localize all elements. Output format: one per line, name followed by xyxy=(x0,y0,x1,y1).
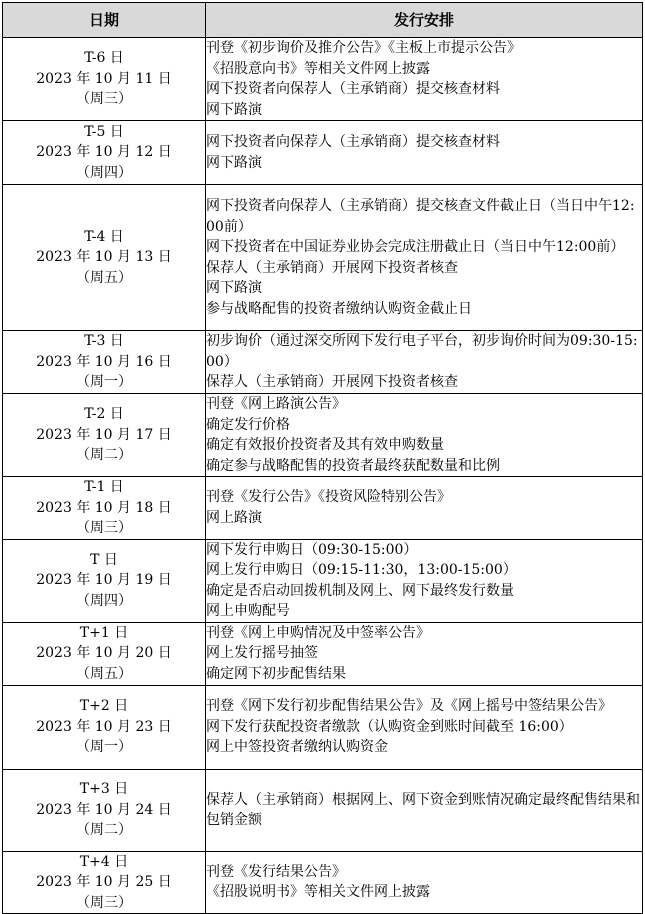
schedule-cell xyxy=(206,121,643,185)
date-cell xyxy=(3,38,206,121)
date-cell xyxy=(3,622,206,685)
schedule-item: 网上中签投资者缴纳认购资金 xyxy=(206,739,388,756)
trading-day-label: T-6 日 xyxy=(84,50,124,67)
schedule-item: 保荐人（主承销商）开展网下投资者核查 xyxy=(206,259,458,276)
schedule-item: 网上发行摇号抽签 xyxy=(206,645,318,662)
schedule-item: 网下发行申购日（09:30-15:00） xyxy=(206,541,418,558)
schedule-item: 网下投资者在中国证券业协会完成注册截止日（当日中午12:00前） xyxy=(206,239,625,255)
calendar-date: 2023 年 10 月 20 日 xyxy=(36,645,172,662)
schedule-cell xyxy=(206,851,643,914)
weekday-label: （周一） xyxy=(76,739,132,756)
schedule-item: 网下路演 xyxy=(206,280,262,296)
date-cell xyxy=(3,121,206,185)
schedule-item: 确定有效报价投资者及其有效申购数量 xyxy=(206,437,444,453)
schedule-item: 参与战略配售的投资者缴纳认购资金截止日 xyxy=(206,300,472,317)
calendar-date: 2023 年 10 月 13 日 xyxy=(36,249,172,266)
weekday-label: （周三） xyxy=(76,520,132,536)
header-schedule: 发行安排 xyxy=(206,3,643,38)
schedule-item: 保荐人（主承销商）根据网上、网下资金到账情况确定最终配售结果和包销金额 xyxy=(206,791,640,828)
table-row xyxy=(3,622,643,685)
schedule-item: 初步询价（通过深交所网下发行电子平台，初步询价时间为09:30-15:00） xyxy=(206,333,638,370)
issuance-schedule-table xyxy=(2,2,643,914)
schedule-item: 确定参与战略配售的投资者最终获配数量和比例 xyxy=(206,457,500,474)
schedule-cell xyxy=(206,185,643,331)
trading-day-label: T-4 日 xyxy=(84,228,124,245)
date-cell xyxy=(3,685,206,769)
calendar-date: 2023 年 10 月 11 日 xyxy=(36,70,172,87)
schedule-item: 刊登《网下发行初步配售结果公告》及《网上摇号中签结果公告》 xyxy=(206,698,612,715)
table-row xyxy=(3,851,643,914)
schedule-item: 刊登《初步询价及推介公告》《主板上市提示公告》 xyxy=(206,40,521,56)
table-row xyxy=(3,185,643,331)
table-row xyxy=(3,769,643,851)
calendar-date: 2023 年 10 月 17 日 xyxy=(36,426,172,443)
calendar-date: 2023 年 10 月 12 日 xyxy=(36,144,172,161)
schedule-item: 网下路演 xyxy=(206,154,262,171)
calendar-date: 2023 年 10 月 23 日 xyxy=(36,718,172,735)
table-row xyxy=(3,121,643,185)
date-cell xyxy=(3,477,206,540)
weekday-label: （周二） xyxy=(76,447,132,464)
schedule-item: 刊登《发行结果公告》 xyxy=(206,863,346,880)
weekday-label: （周三） xyxy=(76,91,132,108)
schedule-item: 刊登《网上路演公告》 xyxy=(206,396,346,412)
schedule-cell xyxy=(206,539,643,622)
schedule-item: 网上发行申购日（09:15-11:30，13:00-15:00） xyxy=(206,562,517,578)
schedule-item: 《招股意向书》等相关文件网上披露 xyxy=(206,60,430,77)
table-row xyxy=(3,38,643,121)
schedule-item: 刊登《网上申购情况及中签率公告》 xyxy=(206,624,430,641)
schedule-cell xyxy=(206,622,643,685)
weekday-label: （周四） xyxy=(76,592,132,609)
schedule-item: 网下投资者向保荐人（主承销商）提交核查材料 xyxy=(206,134,500,150)
weekday-label: （周一） xyxy=(76,374,132,391)
schedule-cell xyxy=(206,331,643,394)
weekday-label: （周四） xyxy=(76,164,132,181)
header-row xyxy=(3,3,643,38)
trading-day-label: T+4 日 xyxy=(79,853,129,870)
weekday-label: （周三） xyxy=(76,894,132,911)
date-cell xyxy=(3,185,206,331)
schedule-item: 保荐人（主承销商）开展网下投资者核查 xyxy=(206,374,458,391)
weekday-label: （周五） xyxy=(76,665,132,682)
table-row xyxy=(3,331,643,394)
schedule-item: 网下投资者向保荐人（主承销商）提交核查材料 xyxy=(206,81,500,97)
trading-day-label: T+3 日 xyxy=(79,781,129,798)
schedule-item: 《招股说明书》等相关文件网上披露 xyxy=(206,884,430,901)
schedule-cell xyxy=(206,394,643,477)
trading-day-label: T-3 日 xyxy=(84,333,124,350)
schedule-item: 刊登《发行公告》《投资风险特别公告》 xyxy=(206,489,451,506)
date-cell xyxy=(3,769,206,851)
schedule-item: 网上申购配号 xyxy=(206,603,290,619)
schedule-item: 网下路演 xyxy=(206,101,262,118)
trading-day-label: T+2 日 xyxy=(79,698,129,715)
weekday-label: （周五） xyxy=(76,269,132,286)
table-row xyxy=(3,539,643,622)
calendar-date: 2023 年 10 月 19 日 xyxy=(36,572,172,589)
schedule-item: 网上路演 xyxy=(206,509,262,526)
schedule-item: 网下投资者向保荐人（主承销商）提交核查文件截止日（当日中午12:00前） xyxy=(206,198,635,235)
header-date: 日期 xyxy=(3,3,206,38)
table-row xyxy=(3,685,643,769)
calendar-date: 2023 年 10 月 24 日 xyxy=(36,801,172,818)
date-cell xyxy=(3,539,206,622)
schedule-item: 网下发行获配投资者缴款（认购资金到账时间截至 16:00） xyxy=(206,718,573,735)
trading-day-label: T-2 日 xyxy=(84,406,124,423)
schedule-item: 确定是否启动回拨机制及网上、网下最终发行数量 xyxy=(206,582,514,599)
table-row xyxy=(3,477,643,540)
date-cell xyxy=(3,331,206,394)
schedule-item: 确定发行价格 xyxy=(206,416,290,433)
weekday-label: （周二） xyxy=(76,822,132,839)
calendar-date: 2023 年 10 月 16 日 xyxy=(36,353,172,370)
date-cell xyxy=(3,851,206,914)
calendar-date: 2023 年 10 月 25 日 xyxy=(36,874,172,890)
calendar-date: 2023 年 10 月 18 日 xyxy=(36,499,172,516)
trading-day-label: T 日 xyxy=(90,551,118,568)
date-cell xyxy=(3,394,206,477)
schedule-cell xyxy=(206,477,643,540)
trading-day-label: T+1 日 xyxy=(79,624,129,641)
schedule-cell xyxy=(206,685,643,769)
trading-day-label: T-5 日 xyxy=(84,123,124,140)
schedule-item: 确定网下初步配售结果 xyxy=(206,665,346,682)
schedule-cell xyxy=(206,769,643,851)
table-row xyxy=(3,394,643,477)
trading-day-label: T-1 日 xyxy=(84,479,124,495)
schedule-cell xyxy=(206,38,643,121)
